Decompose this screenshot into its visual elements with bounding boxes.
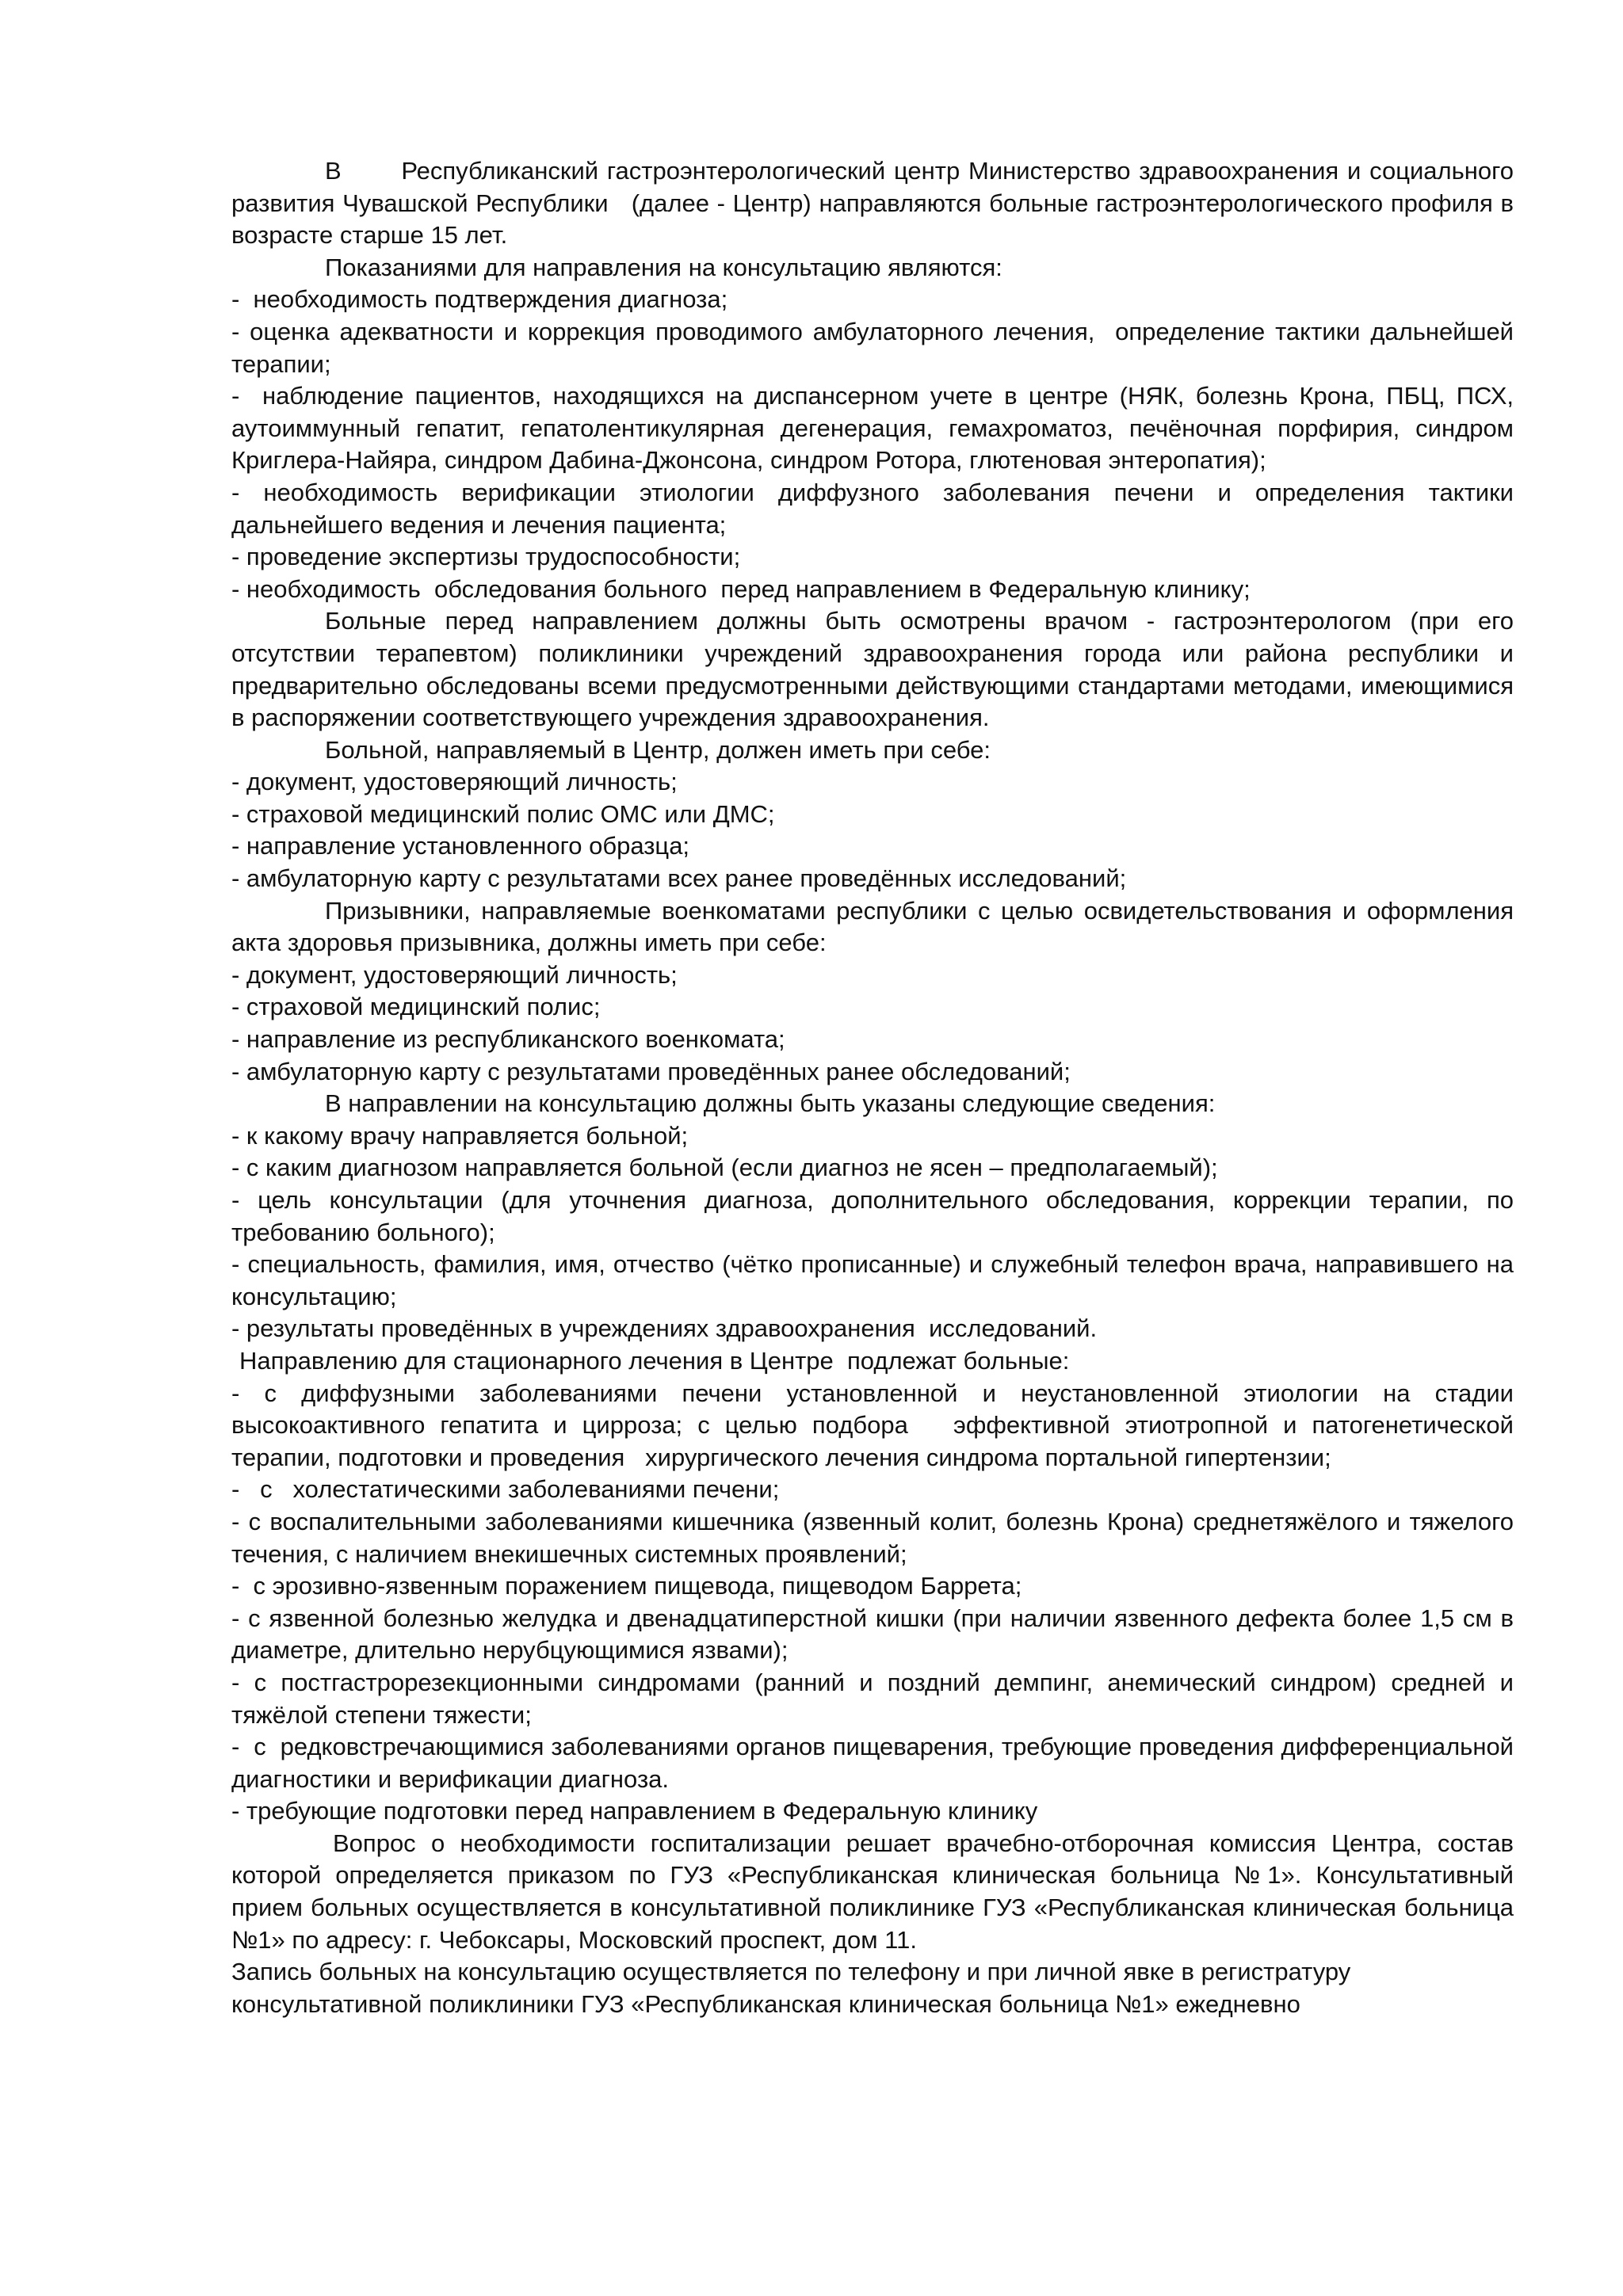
list-item: - специальность, фамилия, имя, отчество (чётко прописанные) и служебный телефон врача, направившего на консультацию; [231, 1250, 1514, 1310]
list-item: - необходимость подтверждения диагноза; [231, 285, 728, 314]
list-item: - проведение экспертизы трудоспособности; [231, 543, 741, 571]
conscripts-heading: Призывники, направляемые военкоматами республики с целью освидетельствования и оформления акта здоровья призывника, должны иметь при себе: [231, 896, 1514, 957]
list-item: - с воспалительными заболеваниями кишечника (язвенный колит, болезнь Крона) среднетяжёлого и тяжелого течения, с наличием внекишечных системных проявлений; [231, 1507, 1514, 1568]
list-item: - направление из республиканского военкомата; [231, 1025, 785, 1054]
list-item: - с язвенной болезнью желудка и двенадцатиперстной кишки (при наличии язвенного дефекта более 1,5 см в диаметре, длительно нерубцующимися язвами); [231, 1604, 1514, 1665]
referral-info-heading: В направлении на консультацию должны быть указаны следующие сведения: [325, 1089, 1216, 1118]
list-item: - с холестатическими заболеваниями печени; [231, 1475, 780, 1504]
list-item: - амбулаторную карту с результатами проведённых ранее обследований; [231, 1057, 1071, 1085]
indications-heading: Показаниями для направления на консультацию являются: [325, 253, 1002, 281]
list-item: - с эрозивно-язвенным поражением пищевода, пищеводом Баррета; [231, 1572, 1022, 1600]
appointment-paragraph: Запись больных на консультацию осуществляется по телефону и при личной явке в регистратуру консультативной поликлиники ГУЗ «Республиканская клиническая больница №1» ежедневно [231, 1958, 1351, 2018]
list-item: - с постгастрорезекционными синдромами (ранний и поздний демпинг, анемический синдром) средней и тяжёлой степени тяжести; [231, 1668, 1514, 1729]
document-page [231, 155, 1514, 2020]
list-item: - с каким диагнозом направляется больной (если диагноз не ясен – предполагаемый); [231, 1154, 1218, 1182]
list-item: - результаты проведённых в учреждениях здравоохранения исследований. [231, 1314, 1098, 1343]
pre-referral-paragraph: Больные перед направлением должны быть осмотрены врачом - гастроэнтерологом (при его отсутствии терапевтом) поликлиники учреждений здравоохранения города или района республики и предварительно обследованы всеми предусмотренными действующими стандартами методами, имеющимися в распоряжении соответствующего учреждения здравоохранения. [231, 607, 1514, 732]
list-item: - направление установленного образца; [231, 832, 690, 860]
list-item: - с редковстречающимися заболеваниями органов пищеварения, требующие проведения дифференциальной диагностики и верификации диагноза. [231, 1733, 1514, 1793]
list-item: - амбулаторную карту с результатами всех ранее проведённых исследований; [231, 864, 1127, 893]
list-item: - цель консультации (для уточнения диагноза, дополнительного обследования, коррекции терапии, по требованию больного); [231, 1186, 1514, 1246]
list-item: - с диффузными заболеваниями печени установленной и неустановленной этиологии на стадии высокоактивного гепатита и цирроза; с целью подбора эффективной этиотропной и патогенетической терапии, подготовки и проведения хирургического лечения синдрома портальной гипертензии; [231, 1379, 1514, 1471]
list-item: - документ, удостоверяющий личность; [231, 960, 678, 989]
list-item: - документ, удостоверяющий личность; [231, 768, 678, 796]
list-item: - оценка адекватности и коррекция проводимого амбулаторного лечения, определение тактики дальнейшей терапии; [231, 317, 1514, 378]
list-item: - требующие подготовки перед направлением в Федеральную клинику [231, 1797, 1038, 1825]
patient-documents-heading: Больной, направляемый в Центр, должен иметь при себе: [325, 735, 991, 764]
inpatient-heading: Направлению для стационарного лечения в Центре подлежат больные: [239, 1346, 1070, 1375]
list-item: - к какому врачу направляется больной; [231, 1121, 689, 1150]
intro-paragraph: В Республиканский гастроэнтерологический центр Министерство здравоохранения и социального развития Чувашской Республики (далее - Центр) направляются больные гастроэнтерологического профиля в возрасте старше 15 лет. [231, 157, 1514, 250]
list-item: - необходимость обследования больного перед направлением в Федеральную клинику; [231, 574, 1251, 603]
list-item: - необходимость верификации этиологии диффузного заболевания печени и определения тактики дальнейшего ведения и лечения пациента; [231, 478, 1514, 539]
hospitalization-paragraph: Вопрос о необходимости госпитализации решает врачебно-отборочная комиссия Центра, состав которой определяется приказом по ГУЗ «Республиканская клиническая больница №1». Консультативный прием больных осуществляется в консультативной поликлинике ГУЗ «Республиканская клиническая больница №1» по адресу: г. Чебоксары, Московский проспект, дом 11. [231, 1829, 1514, 1954]
list-item: - наблюдение пациентов, находящихся на диспансерном учете в центре (НЯК, болезнь Крона, ПБЦ, ПСХ, аутоиммунный гепатит, гепатолентикулярная дегенерация, гемахроматоз, печёночная порфирия, синдром Криглера-Найяра, синдром Дабина-Джонсона, синдром Ротора, глютеновая энтеропатия); [231, 382, 1514, 475]
list-item: - страховой медицинский полис ОМС или ДМС; [231, 799, 775, 828]
list-item: - страховой медицинский полис; [231, 993, 601, 1021]
